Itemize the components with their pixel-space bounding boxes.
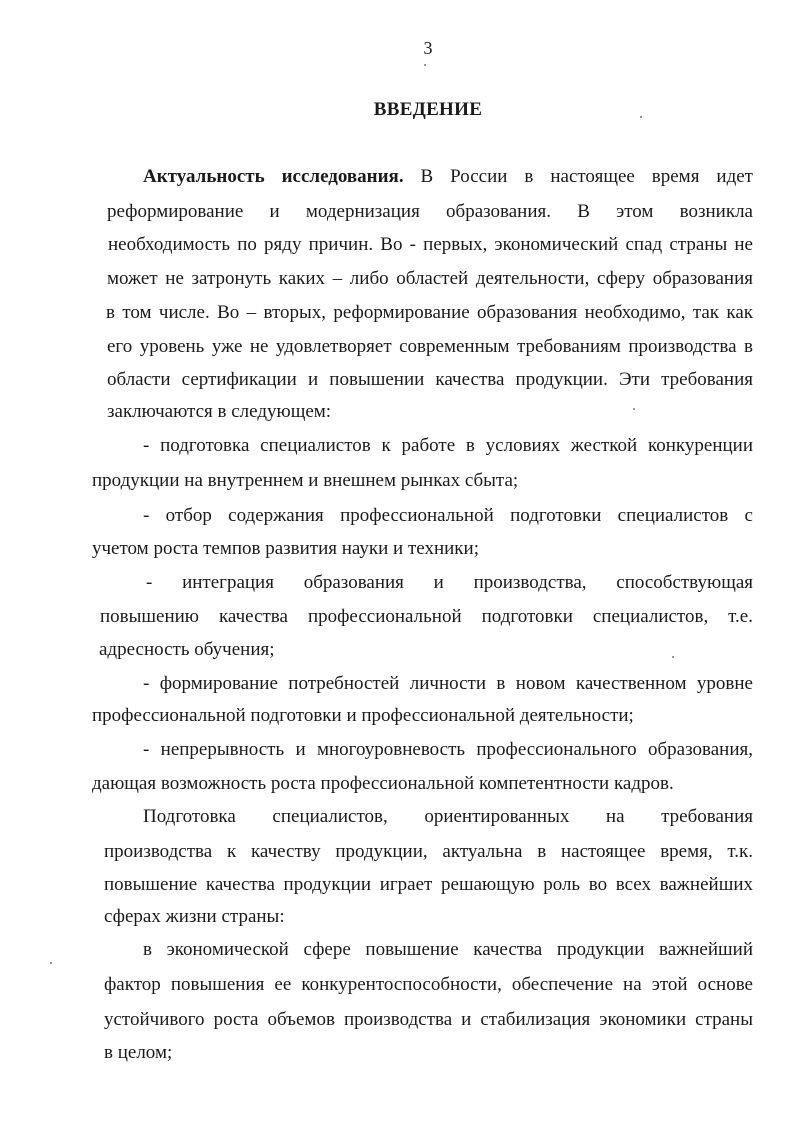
paragraph-2-line-4: сферах жизни страны: [104, 906, 285, 927]
bullet-3-line-3: адресность обучения; [99, 639, 275, 660]
paragraph-3-line-4: в целом; [104, 1042, 173, 1063]
paragraph-2-line-1: Подготовка специалистов, ориентированных на требования [143, 806, 753, 827]
bullet-2-line-1: - отбор содержания профессиональной подготовки специалистов с [143, 505, 753, 526]
paragraph-2-line-2: производства к качеству продукции, актуальна в настоящее время, т.к. [104, 841, 753, 862]
paragraph-1-line-6: его уровень уже не удовлетворяет современным требованиям производства в [107, 336, 753, 357]
bullet-5-line-1: - непрерывность и многоуровневость профессионального образования, [143, 739, 753, 760]
bullet-4-line-2: профессиональной подготовки и профессиональной деятельности; [92, 705, 634, 726]
paragraph-1-line-3: необходимость по ряду причин. Во - первых, экономический спад страны не [108, 234, 753, 255]
scan-speck [50, 962, 52, 964]
bullet-3-line-1: - интеграция образования и производства, способствующая [146, 572, 753, 593]
bullet-3-line-2: повышению качества профессиональной подготовки специалистов, т.е. [100, 606, 753, 627]
scan-speck [633, 408, 635, 410]
paragraph-1-line-4: может не затронуть каких – либо областей деятельности, сферу образования [107, 268, 753, 289]
page-number: 3 [423, 38, 433, 58]
page-title: ВВЕДЕНИЕ [373, 99, 483, 120]
bullet-1-line-2: продукции на внутреннем и внешнем рынках сбыта; [92, 470, 519, 491]
scan-speck [640, 116, 642, 118]
scan-speck [424, 64, 426, 66]
bullet-2-line-2: учетом роста темпов развития науки и техники; [92, 538, 479, 559]
section-label-relevance: Актуальность исследования. [143, 166, 404, 187]
paragraph-2-line-3: повышение качества продукции играет решающую роль во всех важнейших [104, 874, 753, 895]
paragraph-1-line-2: реформирование и модернизация образования. В этом возникла [107, 201, 753, 222]
bullet-1-line-1: - подготовка специалистов к работе в условиях жесткой конкуренции [143, 435, 753, 456]
paragraph-1-line-8: заключаются в следующем: [107, 401, 332, 422]
paragraph-3-line-1: в экономической сфере повышение качества продукции важнейший [143, 939, 753, 960]
scan-speck [672, 656, 674, 658]
paragraph-1-line-5: в том числе. Во – вторых, реформирование образования необходимо, так как [106, 302, 753, 323]
paragraph-3-line-3: устойчивого роста объемов производства и стабилизация экономики страны [104, 1009, 753, 1030]
paragraph-3-line-2: фактор повышения ее конкурентоспособности, обеспечение на этой основе [104, 974, 753, 995]
bullet-4-line-1: - формирование потребностей личности в новом качественном уровне [143, 673, 753, 694]
bullet-5-line-2: дающая возможность роста профессиональной компетентности кадров. [92, 773, 674, 794]
paragraph-1-line-1 [143, 166, 753, 188]
paragraph-1-line-7: области сертификации и повышении качества продукции. Эти требования [107, 369, 753, 390]
paragraph-1-line-1-text: В России в настоящее время идет [403, 166, 753, 187]
